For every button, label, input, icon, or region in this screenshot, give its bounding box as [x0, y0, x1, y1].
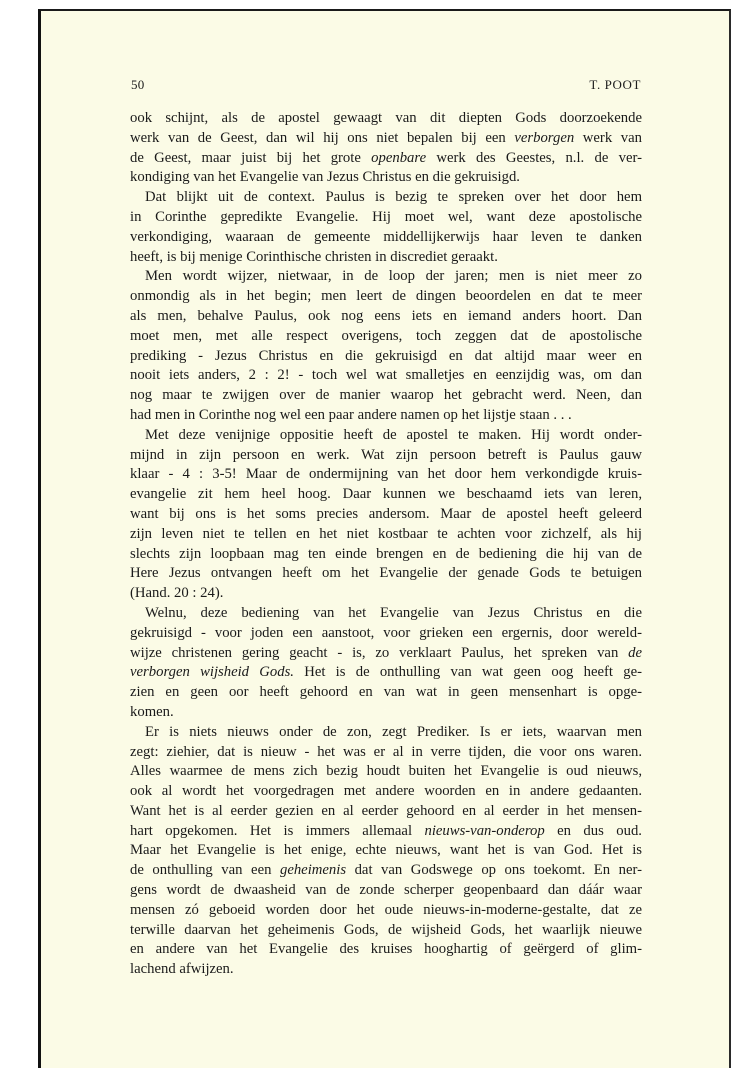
text-segment: en dus oud.: [544, 822, 642, 839]
running-head-author: T. POOT: [589, 77, 641, 92]
emphasis: verborgen: [514, 129, 575, 146]
text-line: kondiging van het Evangelie van Jezus Christus en die gekruisigd.: [130, 169, 520, 186]
text-line: Alles waarmee de mens zich bezig houdt buiten het Evangelie is oud nieuws,: [130, 763, 642, 780]
emphasis: geheimenis: [279, 862, 347, 879]
text-line: onmondig als in het begin; men leert de dingen beoordelen en dat te meer: [130, 288, 642, 305]
text-line: Dat blijkt uit de context. Paulus is bezig te spreken over het door hem: [145, 189, 642, 206]
text-line: verkondiging, waaraan de gemeente middellijkerwijs haar leven te danken: [130, 228, 642, 245]
text-line: in Corinthe gepredikte Evangelie. Hij moet wel, want deze apostolische: [130, 208, 642, 225]
text-line: lachend afwijzen.: [130, 961, 234, 978]
text-line: had men in Corinthe nog wel een paar andere namen op het lijstje staan . . .: [130, 406, 572, 423]
text-line: zijn leven niet te tellen en het niet kostbaar te achten voor zichzelf, als hij: [130, 525, 642, 542]
text-line: Want het is al eerder gezien en al eerder gehoord en al eerder in het mensen-: [130, 802, 642, 819]
text-segment: werk van: [574, 129, 642, 146]
page-number: 50: [131, 77, 145, 92]
text-line: moet men, met alle respect overigens, toch zeggen dat de apostolische: [130, 327, 642, 344]
text-line: [130, 663, 642, 683]
text-line: [130, 644, 642, 664]
text-line: Welnu, deze bediening van het Evangelie van Jezus Christus en die: [145, 604, 642, 621]
text-segment: wijze christenen gering geacht - is, zo verklaart Paulus, het spreken van: [130, 644, 629, 661]
text-line: Men wordt wijzer, nietwaar, in de loop der jaren; men is niet meer zo: [145, 268, 642, 285]
text-line: als men, behalve Paulus, ook nog eens iets en iemand anders hoort. Dan: [130, 307, 642, 324]
text-line: gens wordt de dwaasheid van de zonde scherper geopenbaard dan dáár waar: [130, 882, 642, 899]
emphasis: openbare: [371, 149, 427, 166]
text-line: komen.: [130, 703, 174, 720]
body-text: [130, 109, 642, 980]
text-line: ook schijnt, als de apostel gewaagt van dit diepten Gods doorzoekende: [130, 110, 642, 126]
text-line: [130, 129, 642, 149]
running-head: [131, 77, 641, 95]
text-line: [130, 861, 642, 881]
emphasis: de: [628, 644, 642, 661]
text-line: nog maar te zwijgen over de manier waarop het gebracht werd. Neen, dan: [130, 387, 642, 404]
text-line: heeft, is bij menige Corinthische christen in discrediet geraakt.: [130, 248, 498, 265]
text-line: klaar - 4 : 3-5! Maar de ondermijning van het door hem verkondigde kruis-: [130, 466, 642, 483]
text-line: mijnd in zijn persoon en werk. Wat zijn persoon betreft is Paulus gauw: [130, 446, 642, 463]
text-segment: werk van de Geest, dan wil hij ons niet bepalen bij een: [130, 129, 515, 146]
text-segment: de onthulling van een: [130, 862, 280, 879]
text-line: nooit iets anders, 2 : 2! - toch wel wat smalletjes en eenzijdig was, om dan: [130, 367, 642, 384]
emphasis: verborgen wijsheid Gods.: [130, 664, 294, 681]
text-line: mensen zó geboeid worden door het oude nieuws-in-moderne-gestalte, dat ze: [130, 901, 642, 918]
text-line: evangelie zit hem heel hoog. Daar kunnen we beschaamd iets van leren,: [130, 486, 642, 503]
emphasis: nieuws-van-onderop: [424, 822, 545, 839]
text-line: Here Jezus ontvangen heeft om het Evangelie der genade Gods te betuigen: [130, 565, 642, 582]
text-segment: de Geest, maar juist bij het grote: [130, 149, 372, 166]
text-segment: dat van Godswege op ons toekomt. En ner-: [346, 862, 642, 879]
text-line: [130, 149, 642, 169]
text-line: en andere van het Evangelie des kruises hooghartig of geërgerd of glim-: [130, 941, 642, 958]
text-line: Met deze venijnige oppositie heeft de apostel te maken. Hij wordt onder-: [145, 426, 642, 443]
text-line: (Hand. 20 : 24).: [130, 585, 224, 602]
text-line: terwille daarvan het geheimenis Gods, de wijsheid Gods, het waarlijk nieuwe: [130, 921, 642, 938]
text-line: Maar het Evangelie is het enige, echte nieuws, want het is van God. Het is: [130, 842, 642, 859]
text-segment: hart opgekomen. Het is immers allemaal: [130, 822, 425, 839]
text-line: gekruisigd - voor joden een aanstoot, voor grieken een ergernis, door wereld-: [130, 624, 642, 641]
text-segment: Het is de onthulling van wat geen oog heeft ge-: [293, 664, 642, 681]
text-line: want bij ons is het soms precies andersom. Maar de apostel heeft geleerd: [130, 505, 642, 522]
text-segment: werk des Geestes, n.l. de ver-: [426, 149, 642, 166]
text-line: prediking - Jezus Christus en die gekruisigd en dat altijd maar weer en: [130, 347, 642, 364]
text-line: zegt: ziehier, dat is nieuw - het was er al in verre tijden, die voor ons waren.: [130, 743, 642, 760]
text-line: [130, 822, 642, 842]
text-line: zien en geen oor heeft gehoord en van wat in geen mensenhart is opge-: [130, 684, 642, 701]
text-line: slechts zijn loopbaan mag ten einde brengen en de bediening die hij van de: [130, 545, 642, 562]
text-line: Er is niets nieuws onder de zon, zegt Prediker. Is er iets, waarvan men: [145, 723, 642, 740]
text-line: ook al wordt het voorgedragen met andere woorden en in andere gedaanten.: [130, 783, 642, 800]
